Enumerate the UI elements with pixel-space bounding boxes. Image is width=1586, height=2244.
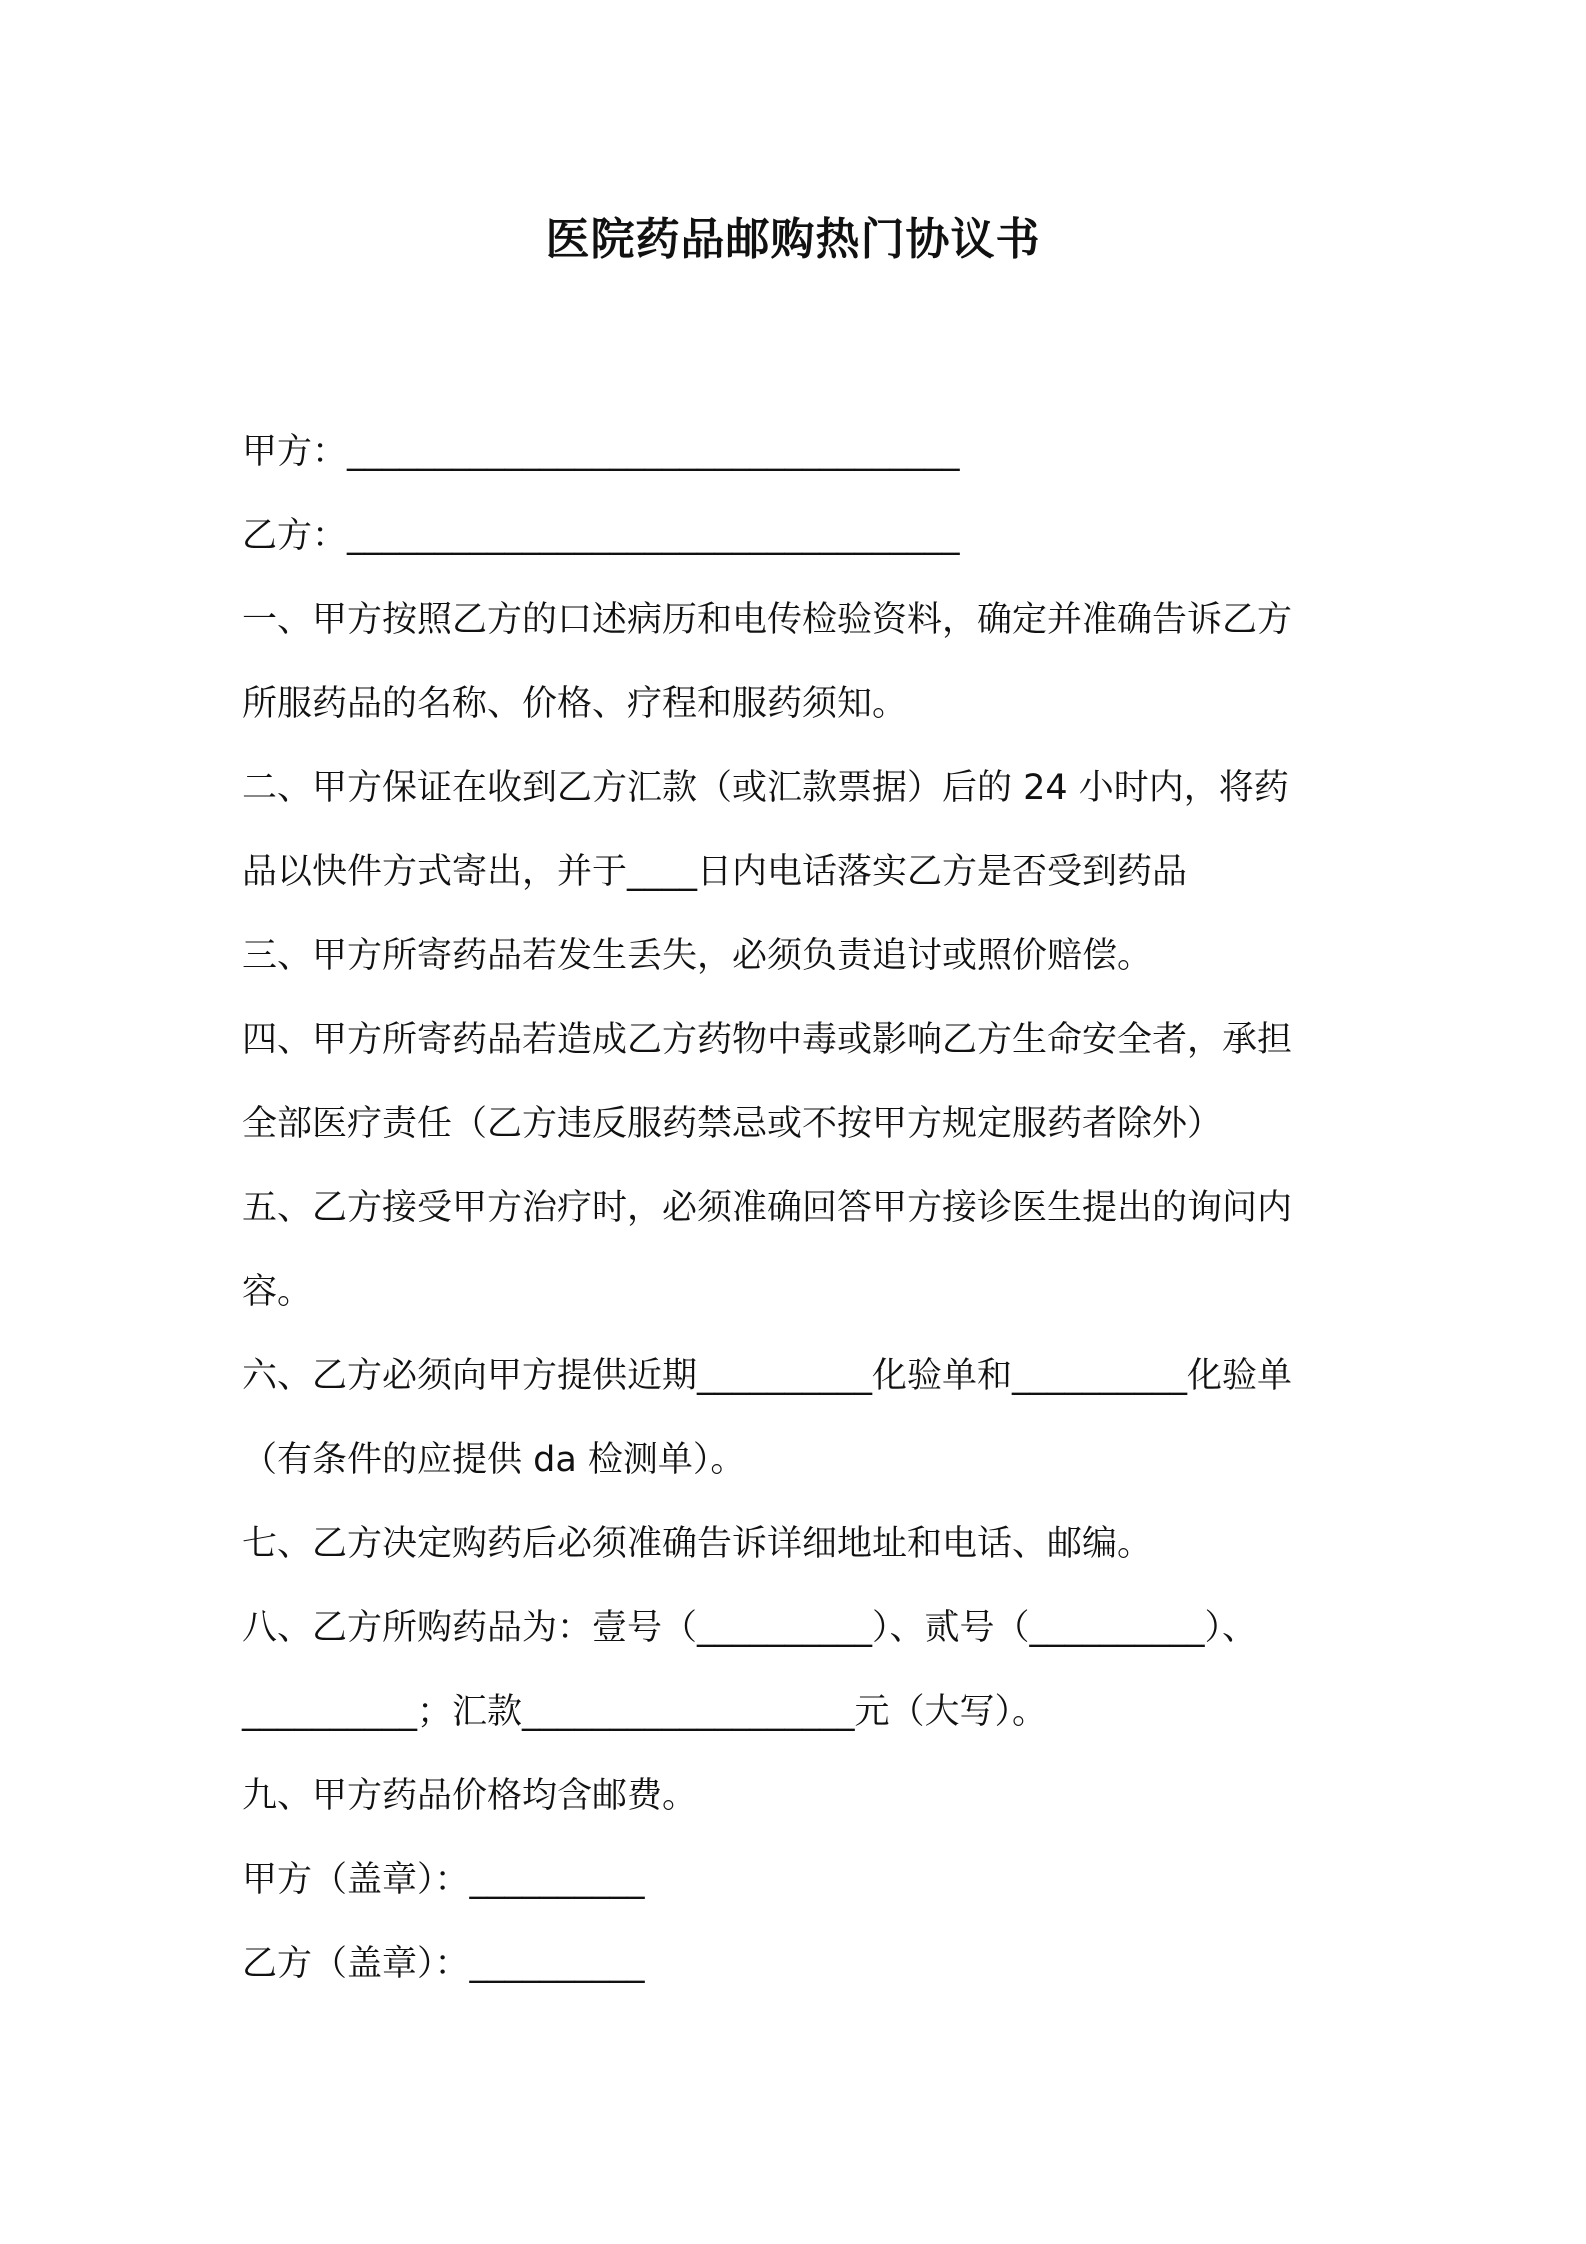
clause-1-line-2: 所服药品的名称、价格、疗程和服药须知。 [242, 684, 908, 724]
party-a-line: 甲方：___________________________________ [242, 432, 960, 472]
clause-4-line-1: 四、甲方所寄药品若造成乙方药物中毒或影响乙方生命安全者，承担 [242, 1020, 1293, 1060]
clause-3-line: 三、甲方所寄药品若发生丢失，必须负责追讨或照价赔偿。 [242, 936, 1153, 976]
party-a-seal-line: 甲方（盖章）：__________ [242, 1860, 645, 1900]
clause-8-line-2: __________；汇款___________________元（大写）。 [242, 1692, 1048, 1732]
clause-1-line-1: 一、甲方按照乙方的口述病历和电传检验资料，确定并准确告诉乙方 [242, 600, 1293, 640]
party-b-line: 乙方：___________________________________ [242, 516, 960, 556]
clause-8-line-1: 八、乙方所购药品为：壹号（__________）、贰号（__________）、 [242, 1608, 1258, 1648]
party-b-seal-line: 乙方（盖章）：__________ [242, 1944, 645, 1984]
clause-5-line-1: 五、乙方接受甲方治疗时，必须准确回答甲方接诊医生提出的询问内 [242, 1188, 1293, 1228]
clause-6-line-2: （有条件的应提供 da 检测单）。 [242, 1440, 746, 1480]
clause-7-line: 七、乙方决定购药后必须准确告诉详细地址和电话、邮编。 [242, 1524, 1153, 1564]
clause-4-line-2: 全部医疗责任（乙方违反服药禁忌或不按甲方规定服药者除外） [242, 1104, 1223, 1144]
clause-2-line-2: 品以快件方式寄出，并于____日内电话落实乙方是否受到药品 [242, 852, 1188, 892]
clause-6-line-1: 六、乙方必须向甲方提供近期__________化验单和__________化验单 [242, 1356, 1293, 1396]
document-body [242, 410, 1352, 2006]
document-title: 医院药品邮购热门协议书 [545, 214, 1041, 265]
clause-2-line-1: 二、甲方保证在收到乙方汇款（或汇款票据）后的 24 小时内，将药 [242, 768, 1289, 808]
clause-9-line: 九、甲方药品价格均含邮费。 [242, 1776, 698, 1816]
clause-5-line-2: 容。 [242, 1272, 313, 1312]
